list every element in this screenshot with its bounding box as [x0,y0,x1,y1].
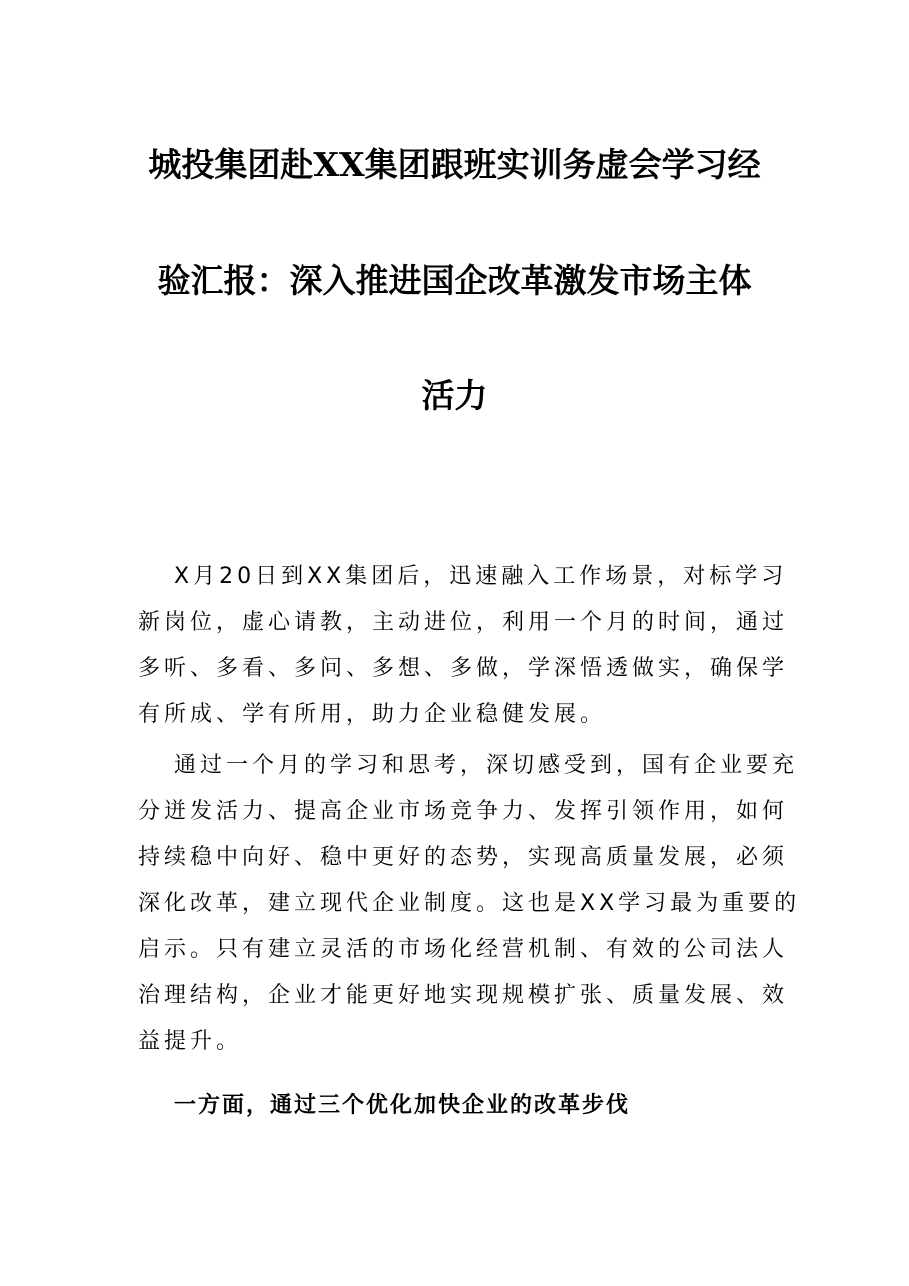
paragraph-2 [138,743,801,1065]
paragraph-2-line-4: 深化改革，建立现代企业制度。这也是XX学习最为重要的 [138,891,801,916]
paragraph-1-line-1: X月20日到XX集团后，迅速融入工作场景，对标学习 [174,564,788,589]
document-title-line-1: 城投集团赴XX集团跟班实训务虚会学习经 [148,145,761,184]
paragraph-2-line-6: 治理结构，企业才能更好地实现规模扩张、质量发展、效 [138,983,789,1008]
paragraph-2-line-2: 分迸发活力、提高企业市场竞争力、发挥引领作用，如何 [138,799,789,824]
paragraph-2-line-3: 持续稳中向好、稳中更好的态势，实现高质量发展，必须 [138,845,789,870]
document-title-line-2: 验汇报：深入推进国企改革激发市场主体 [157,261,752,300]
document-title-line-3: 活力 [421,376,488,415]
paragraph-1 [138,554,789,738]
paragraph-1-line-4: 有所成、学有所用，助力企业稳健发展。 [138,702,607,727]
paragraph-2-line-7: 益提升。 [138,1029,243,1054]
paragraph-2-line-1: 通过一个月的学习和思考，深切感受到，国有企业要充 [174,753,799,778]
paragraph-1-line-2: 新岗位，虚心请教，主动进位，利用一个月的时间，通过 [138,610,789,635]
section-heading: 一方面，通过三个优化加快企业的改革步伐 [174,1093,631,1118]
paragraph-2-line-5: 启示。只有建立灵活的市场化经营机制、有效的公司法人 [138,937,789,962]
paragraph-1-line-3: 多听、多看、多问、多想、多做，学深悟透做实，确保学 [138,656,789,681]
